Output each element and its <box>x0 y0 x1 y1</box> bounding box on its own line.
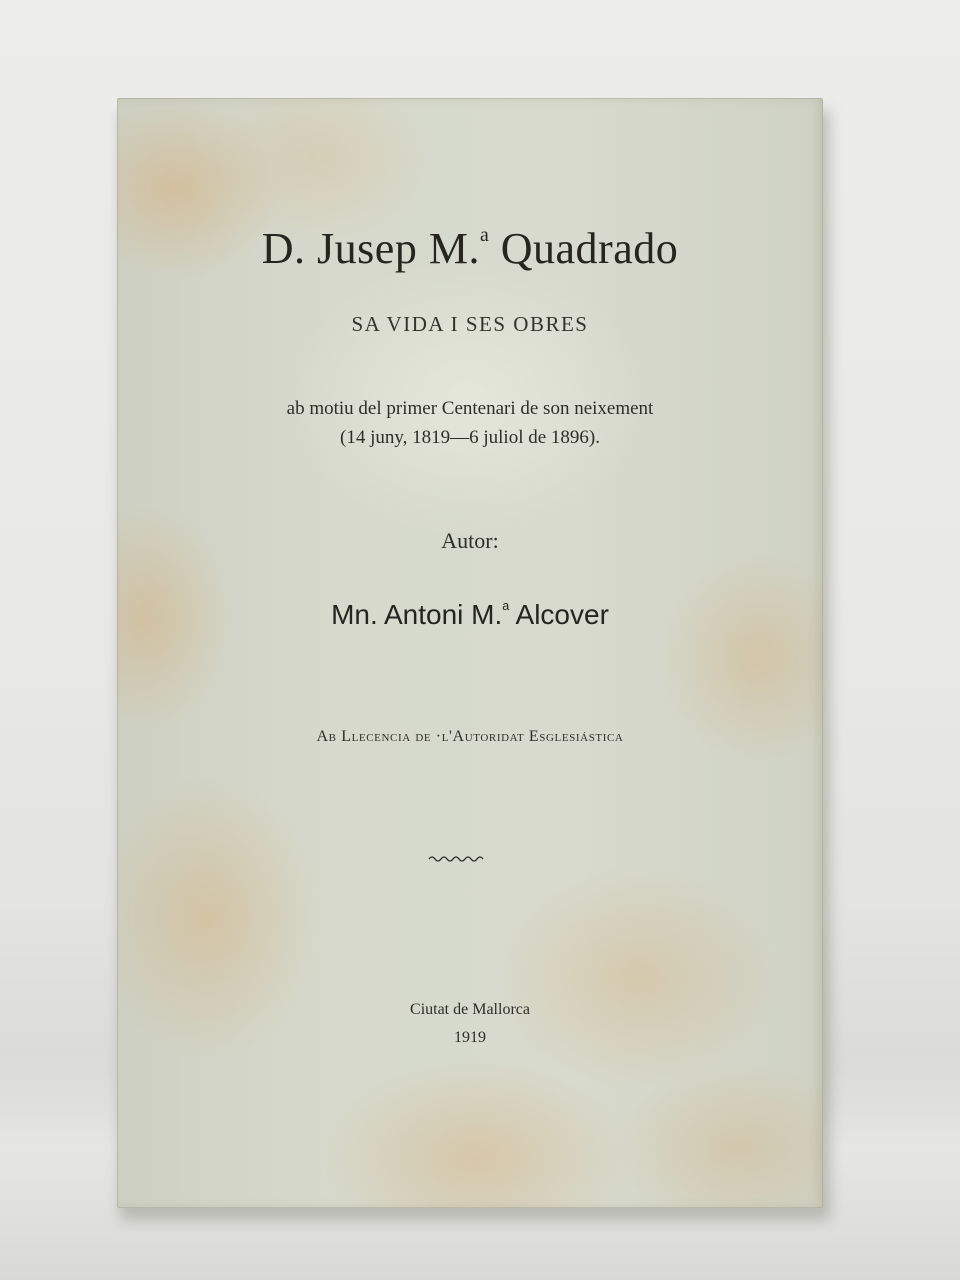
publication-place: Ciutat de Mallorca <box>410 1001 530 1018</box>
license-line: Ab Llecencia de ·l'Autoridat Esglesiástica <box>316 728 624 745</box>
author-main: Mn. Antoni M. <box>331 599 503 630</box>
title-main: D. Jusep M. <box>261 224 480 273</box>
book-cover <box>117 98 823 1208</box>
cover-occasion <box>117 394 823 452</box>
cover-subtitle: SA VIDA I SES OBRES <box>351 312 589 336</box>
cover-title <box>117 223 823 274</box>
author-label: Autor: <box>441 528 499 553</box>
title-superscript: a <box>479 224 490 247</box>
title-end: Quadrado <box>489 224 679 273</box>
publication-year: 1919 <box>454 1029 486 1046</box>
author-name <box>117 599 823 631</box>
author-superscript: a <box>502 599 510 614</box>
occasion-line-1: ab motiu del primer Centenari de son neixement <box>286 398 654 419</box>
author-end: Alcover <box>509 599 609 630</box>
wavy-line-ornament-icon <box>427 854 487 864</box>
occasion-line-2: (14 juny, 1819—6 juliol de 1896). <box>340 427 600 448</box>
